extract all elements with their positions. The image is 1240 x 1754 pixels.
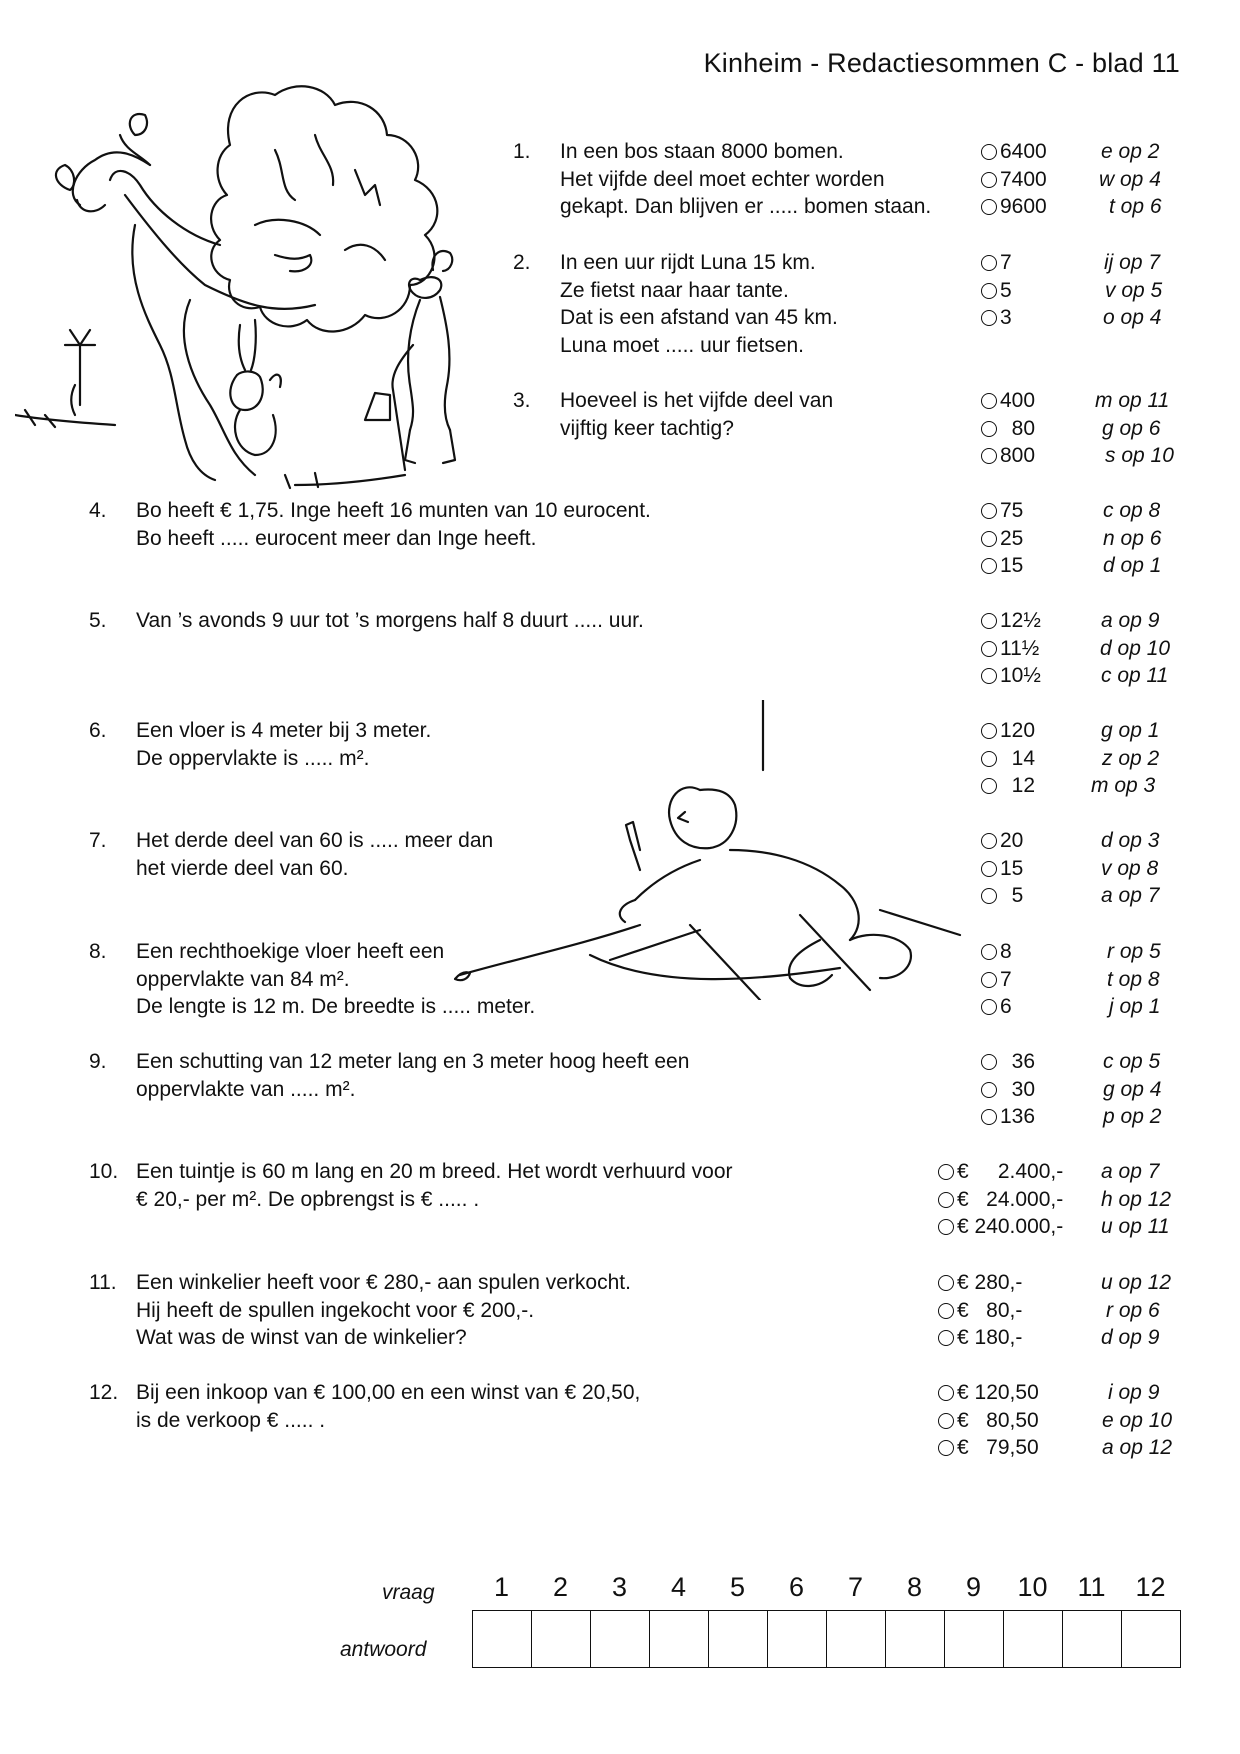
options-8 bbox=[981, 938, 1161, 1021]
question-text: Een vloer is 4 meter bij 3 meter. De oppervlakte is ..... m². bbox=[136, 719, 432, 770]
option[interactable]: 80 g op 6 bbox=[981, 415, 1035, 443]
question-number: 3. bbox=[513, 389, 531, 412]
option[interactable]: € 80,- r op 6 bbox=[938, 1297, 1022, 1325]
options-10 bbox=[938, 1158, 1172, 1241]
radio-circle-icon[interactable] bbox=[981, 1082, 997, 1098]
options-7 bbox=[981, 827, 1160, 910]
options-5 bbox=[981, 607, 1171, 690]
answer-box[interactable] bbox=[532, 1611, 591, 1667]
answer-grid-boxes bbox=[472, 1610, 1181, 1668]
option[interactable]: 5 v op 5 bbox=[981, 277, 1012, 305]
radio-circle-icon[interactable] bbox=[981, 255, 997, 271]
question-text: Een rechthoekige vloer heeft een oppervlakte van 84 m². De lengte is 12 m. De breedte is ..... meter. bbox=[136, 940, 536, 1018]
answer-grid-numbers bbox=[472, 1572, 1180, 1603]
grid-number: 7 bbox=[847, 1572, 864, 1602]
option[interactable]: 7400 w op 4 bbox=[981, 166, 1047, 194]
option[interactable]: 36 c op 5 bbox=[981, 1048, 1035, 1076]
option[interactable]: 15 v op 8 bbox=[981, 855, 1023, 883]
option[interactable]: 7 t op 8 bbox=[981, 966, 1012, 994]
question-text: Het derde deel van 60 is ..... meer dan het vierde deel van 60. bbox=[136, 829, 494, 880]
radio-circle-icon[interactable] bbox=[981, 778, 997, 794]
radio-circle-icon[interactable] bbox=[981, 833, 997, 849]
grid-number: 2 bbox=[552, 1572, 569, 1602]
radio-circle-icon[interactable] bbox=[981, 751, 997, 767]
option[interactable]: 120 g op 1 bbox=[981, 717, 1035, 745]
radio-circle-icon[interactable] bbox=[981, 199, 997, 215]
answer-box[interactable] bbox=[1004, 1611, 1063, 1667]
question-text: In een bos staan 8000 bomen. Het vijfde deel moet echter worden gekapt. Dan blijven er ..... bomen staan. bbox=[560, 140, 932, 218]
grid-number: 5 bbox=[729, 1572, 746, 1602]
answer-grid-question-label: vraag bbox=[382, 1581, 435, 1604]
option[interactable]: € 180,- d op 9 bbox=[938, 1324, 1022, 1352]
option[interactable]: 15 d op 1 bbox=[981, 552, 1023, 580]
option[interactable]: 800 s op 10 bbox=[981, 442, 1035, 470]
radio-circle-icon[interactable] bbox=[938, 1413, 954, 1429]
question-number: 10. bbox=[89, 1160, 119, 1183]
radio-circle-icon[interactable] bbox=[981, 1054, 997, 1070]
grid-number: 6 bbox=[788, 1572, 805, 1602]
answer-box[interactable] bbox=[473, 1611, 532, 1667]
radio-circle-icon[interactable] bbox=[938, 1303, 954, 1319]
radio-circle-icon[interactable] bbox=[981, 531, 997, 547]
radio-circle-icon[interactable] bbox=[981, 503, 997, 519]
question-text: Een tuintje is 60 m lang en 20 m breed. Het wordt verhuurd voor € 20,- per m². De opbrengst is € ..... . bbox=[136, 1160, 733, 1211]
question-text: Bij een inkoop van € 100,00 en een winst van € 20,50, is de verkoop € ..... . bbox=[136, 1381, 641, 1432]
answer-box[interactable] bbox=[945, 1611, 1004, 1667]
option[interactable]: 8 r op 5 bbox=[981, 938, 1012, 966]
question-number: 6. bbox=[89, 719, 107, 742]
option[interactable]: 6 j op 1 bbox=[981, 993, 1012, 1021]
option[interactable]: 25 n op 6 bbox=[981, 525, 1023, 553]
radio-circle-icon[interactable] bbox=[981, 283, 997, 299]
tree-lumberjack-illustration bbox=[15, 75, 505, 495]
answer-box[interactable] bbox=[827, 1611, 886, 1667]
option[interactable]: € 280,- u op 12 bbox=[938, 1269, 1022, 1297]
option[interactable]: 14 z op 2 bbox=[981, 745, 1035, 773]
radio-circle-icon[interactable] bbox=[981, 421, 997, 437]
radio-circle-icon[interactable] bbox=[981, 613, 997, 629]
option[interactable]: 75 c op 8 bbox=[981, 497, 1023, 525]
question-number: 2. bbox=[513, 251, 531, 274]
grid-number: 8 bbox=[906, 1572, 923, 1602]
option[interactable]: 7 ij op 7 bbox=[981, 249, 1012, 277]
option[interactable]: 20 d op 3 bbox=[981, 827, 1023, 855]
answer-box[interactable] bbox=[709, 1611, 768, 1667]
option[interactable]: € 79,50 a op 12 bbox=[938, 1434, 1039, 1462]
question-number: 7. bbox=[89, 829, 107, 852]
radio-circle-icon[interactable] bbox=[938, 1385, 954, 1401]
radio-circle-icon[interactable] bbox=[981, 861, 997, 877]
grid-number: 12 bbox=[1135, 1572, 1166, 1602]
grid-number: 1 bbox=[493, 1572, 510, 1602]
radio-circle-icon[interactable] bbox=[981, 1109, 997, 1125]
options-3 bbox=[981, 387, 1174, 470]
option[interactable]: € 120,50 i op 9 bbox=[938, 1379, 1039, 1407]
question-number: 4. bbox=[89, 499, 107, 522]
option[interactable]: 10½ c op 11 bbox=[981, 662, 1041, 690]
answer-box[interactable] bbox=[1063, 1611, 1122, 1667]
radio-circle-icon[interactable] bbox=[981, 999, 997, 1015]
grid-number: 4 bbox=[670, 1572, 687, 1602]
option[interactable]: € 24.000,- h op 12 bbox=[938, 1186, 1063, 1214]
option[interactable]: 11½ d op 10 bbox=[981, 635, 1041, 663]
answer-box[interactable] bbox=[886, 1611, 945, 1667]
page-title: Kinheim - Redactiesommen C - blad 11 bbox=[703, 48, 1180, 78]
question-number: 9. bbox=[89, 1050, 107, 1073]
option[interactable]: 6400 e op 2 bbox=[981, 138, 1047, 166]
answer-box[interactable] bbox=[768, 1611, 827, 1667]
options-2 bbox=[981, 249, 1163, 332]
radio-circle-icon[interactable] bbox=[981, 393, 997, 409]
options-1 bbox=[981, 138, 1162, 221]
grid-number: 9 bbox=[965, 1572, 982, 1602]
radio-circle-icon[interactable] bbox=[938, 1219, 954, 1235]
question-text: Een schutting van 12 meter lang en 3 meter hoog heeft een oppervlakte van ..... m². bbox=[136, 1050, 690, 1101]
question-text: Van ’s avonds 9 uur tot ’s morgens half 8 duurt ..... uur. bbox=[136, 609, 644, 632]
question-text: In een uur rijdt Luna 15 km. Ze fietst naar haar tante. Dat is een afstand van 45 km. Luna moet ..... uur fietsen. bbox=[560, 251, 838, 357]
option[interactable]: 3 o op 4 bbox=[981, 304, 1012, 332]
question-text: Hoeveel is het vijfde deel van vijftig keer tachtig? bbox=[560, 389, 834, 440]
question-number: 11. bbox=[89, 1271, 117, 1294]
grid-number: 3 bbox=[611, 1572, 628, 1602]
answer-box[interactable] bbox=[591, 1611, 650, 1667]
option[interactable]: € 2.400,- a op 7 bbox=[938, 1158, 1063, 1186]
question-number: 5. bbox=[89, 609, 107, 632]
question-number: 1. bbox=[513, 140, 531, 163]
options-4 bbox=[981, 497, 1162, 580]
grid-number: 10 bbox=[1017, 1572, 1048, 1602]
radio-circle-icon[interactable] bbox=[938, 1330, 954, 1346]
options-12 bbox=[938, 1379, 1173, 1462]
radio-circle-icon[interactable] bbox=[981, 641, 997, 657]
option[interactable]: 30 g op 4 bbox=[981, 1076, 1035, 1104]
option[interactable]: 12½ a op 9 bbox=[981, 607, 1041, 635]
radio-circle-icon[interactable] bbox=[938, 1440, 954, 1456]
question-text: Bo heeft € 1,75. Inge heeft 16 munten van 10 eurocent. Bo heeft ..... eurocent meer dan Inge heeft. bbox=[136, 499, 651, 550]
radio-circle-icon[interactable] bbox=[981, 723, 997, 739]
radio-circle-icon[interactable] bbox=[981, 558, 997, 574]
option[interactable]: 5 a op 7 bbox=[981, 882, 1023, 910]
question-text: Een winkelier heeft voor € 280,- aan spulen verkocht. Hij heeft de spullen ingekocht voor € 200,-. Wat was de winst van de winkelier? bbox=[136, 1271, 631, 1349]
question-number: 12. bbox=[89, 1381, 119, 1404]
option[interactable]: 9600 t op 6 bbox=[981, 193, 1047, 221]
radio-circle-icon[interactable] bbox=[981, 972, 997, 988]
option[interactable]: 12 m op 3 bbox=[981, 772, 1035, 800]
radio-circle-icon[interactable] bbox=[981, 172, 997, 188]
options-9 bbox=[981, 1048, 1162, 1131]
radio-circle-icon[interactable] bbox=[981, 144, 997, 160]
answer-grid-answer-label: antwoord bbox=[340, 1638, 427, 1661]
radio-circle-icon[interactable] bbox=[938, 1164, 954, 1180]
radio-circle-icon[interactable] bbox=[981, 310, 997, 326]
radio-circle-icon[interactable] bbox=[981, 944, 997, 960]
radio-circle-icon[interactable] bbox=[938, 1192, 954, 1208]
answer-box[interactable] bbox=[1122, 1611, 1180, 1667]
option[interactable]: 136 p op 2 bbox=[981, 1103, 1035, 1131]
option[interactable]: € 240.000,- u op 11 bbox=[938, 1213, 1063, 1241]
option[interactable]: 400 m op 11 bbox=[981, 387, 1035, 415]
answer-box[interactable] bbox=[650, 1611, 709, 1667]
radio-circle-icon[interactable] bbox=[938, 1275, 954, 1291]
option[interactable]: € 80,50 e op 10 bbox=[938, 1407, 1039, 1435]
options-11 bbox=[938, 1269, 1172, 1352]
radio-circle-icon[interactable] bbox=[981, 888, 997, 904]
grid-number: 11 bbox=[1077, 1572, 1106, 1602]
radio-circle-icon[interactable] bbox=[981, 448, 997, 464]
radio-circle-icon[interactable] bbox=[981, 668, 997, 684]
options-6 bbox=[981, 717, 1160, 800]
question-number: 8. bbox=[89, 940, 107, 963]
